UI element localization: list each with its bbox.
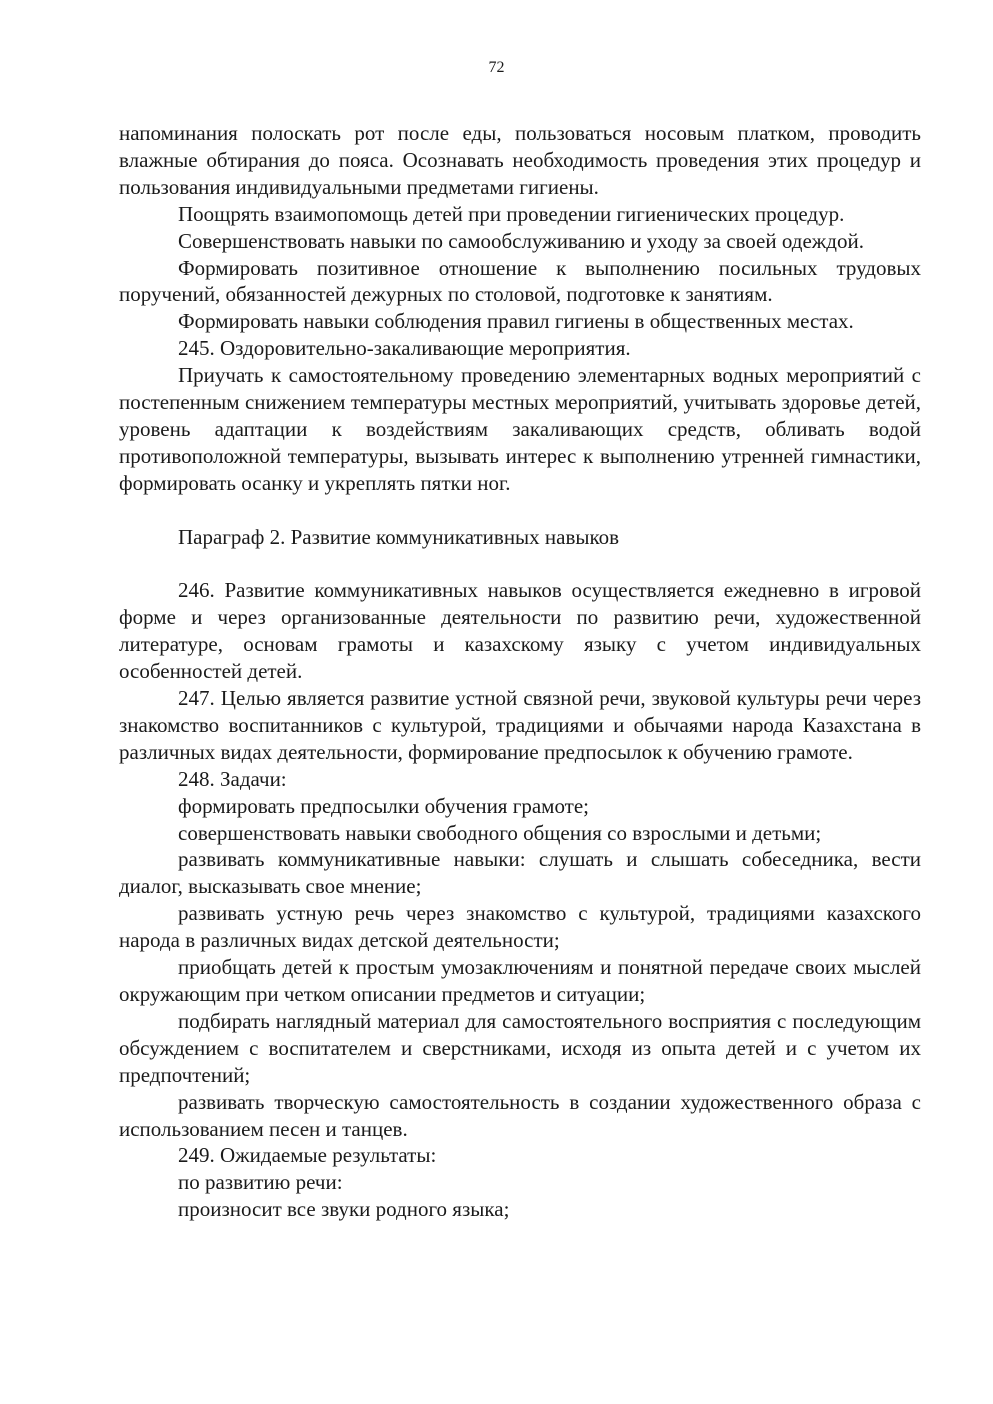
paragraph: развивать устную речь через знакомство с культурой, традициями казахского народа в различных видах детской деятельности;	[119, 901, 921, 953]
paragraph-group-communication	[119, 577, 921, 1223]
spacer	[119, 550, 921, 577]
spacer	[119, 497, 921, 524]
paragraph: 246. Развитие коммуникативных навыков осуществляется ежедневно в игровой форме и через организованные деятельности по развитию речи, художественной литературе, основам грамоты и казахскому языку с учетом индивидуальных особенностей детей.	[119, 578, 921, 684]
paragraph: 248. Задачи:	[178, 766, 287, 791]
page-number: 72	[488, 59, 505, 76]
paragraph: Формировать навыки соблюдения правил гигиены в общественных местах.	[178, 309, 854, 334]
paragraph: напоминания полоскать рот после еды, пользоваться носовым платком, проводить влажные обтирания до пояса. Осознавать необходимость проведения этих процедур и пользования индивидуальными предметами гигиены.	[119, 121, 921, 199]
paragraph: 249. Ожидаемые результаты:	[178, 1143, 437, 1168]
paragraph: произносит все звуки родного языка;	[178, 1197, 510, 1222]
paragraph: 247. Целью является развитие устной связной речи, звуковой культуры речи через знакомство воспитанников с культурой, традициями и обычаями народа Казахстана в различных видах деятельности, формирование предпосылок к обучению грамоте.	[119, 686, 921, 764]
paragraph: развивать творческую самостоятельность в создании художественного образа с использованием песен и танцев.	[119, 1089, 921, 1141]
paragraph: 245. Оздоровительно-закаливающие мероприятия.	[178, 336, 631, 361]
paragraph: Поощрять взаимопомощь детей при проведении гигиенических процедур.	[178, 201, 845, 226]
paragraph: совершенствовать навыки свободного общения со взрослыми и детьми;	[178, 820, 822, 845]
paragraph: по развитию речи:	[178, 1170, 343, 1195]
paragraph: Формировать позитивное отношение к выполнению посильных трудовых поручений, обязанностей дежурных по столовой, подготовке к занятиям.	[119, 255, 921, 307]
paragraph-group-hygiene	[119, 120, 921, 497]
paragraph: Совершенствовать навыки по самообслуживанию и уходу за своей одеждой.	[178, 228, 864, 253]
paragraph: приобщать детей к простым умозаключениям и понятной передаче своих мыслей окружающим при четком описании предметов и ситуации;	[119, 955, 921, 1006]
paragraph: развивать коммуникативные навыки: слушать и слышать собеседника, вести диалог, высказывать свое мнение;	[119, 847, 921, 899]
paragraph: Приучать к самостоятельному проведению элементарных водных мероприятий с постепенным снижением температуры местных мероприятий, учитывать здоровье детей, уровень адаптации к воздействиям закаливающих средств, обливать водой противоположной температуры, вызывать интерес к выполнению утренней гимнастики, формировать осанку и укреплять пятки ног.	[119, 363, 921, 495]
section-heading: Параграф 2. Развитие коммуникативных навыков	[178, 524, 620, 549]
paragraph: подбирать наглядный материал для самостоятельного восприятия с последующим обсуждением с воспитателем и сверстниками, исходя из опыта детей и с учетом их предпочтений;	[119, 1008, 921, 1087]
paragraph: формировать предпосылки обучения грамоте;	[178, 793, 589, 818]
document-body	[119, 120, 921, 1223]
